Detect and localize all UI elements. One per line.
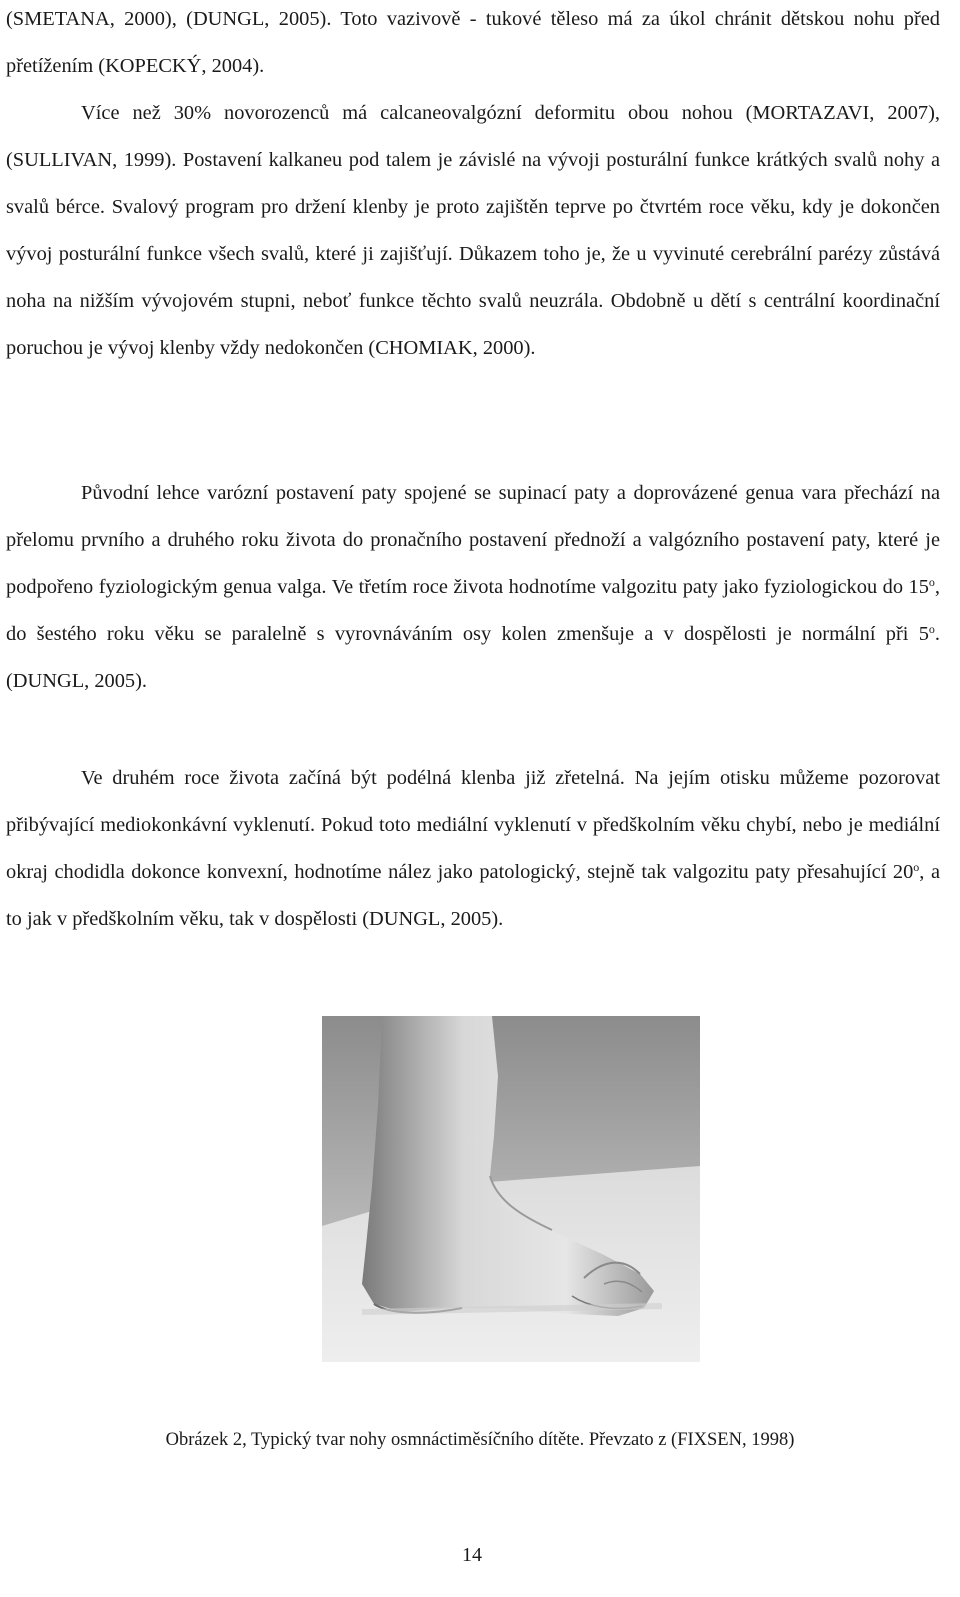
paragraph-text: . (DUNGL, 2005). — [6, 623, 940, 692]
paragraph-heel-position — [6, 470, 940, 705]
paragraph-text: Ve druhém roce života začíná být podélná klenba již zřetelná. Na jejím otisku můžeme pozorovat přibývající mediokonkávní vyklenutí. Pokud toto mediální vyklenutí v předškolním věku chybí, nebo je mediální okraj chodidla dokonce konvexní, hodnotíme nález jako patologický, stejně tak valgozitu paty přesahující 20 — [6, 767, 940, 883]
figure-caption: Obrázek 2, Typický tvar nohy osmnáctiměsíčního dítěte. Převzato z (FIXSEN, 1998) — [165, 1430, 795, 1450]
paragraph-text: , a to jak v předškolním věku, tak v dospělosti (DUNGL, 2005). — [6, 861, 940, 930]
paragraph-continued: (SMETANA, 2000), (DUNGL, 2005). Toto vazivově - tukové těleso má za úkol chránit dětskou nohu před přetížením (KOPECKÝ, 2004). — [6, 8, 940, 77]
degree-superscript: o — [928, 622, 935, 636]
degree-superscript: o — [913, 860, 920, 874]
paragraph-longitudinal-arch — [6, 755, 940, 943]
page-number: 14 — [462, 1544, 482, 1566]
degree-superscript: o — [928, 575, 935, 589]
paragraph-calcaneovalgus: Více než 30% novorozenců má calcaneovalgózní deformitu obou nohou (MORTAZAVI, 2007), (SULLIVAN, 1999). Postavení kalkaneu pod talem je závislé na vývoji posturální funkce krátkých svalů nohy a svalů bérce. Svalový program pro držení klenby je proto zajištěn teprve po čtvrtém roce věku, kdy je dokončen vývoj posturální funkce všech svalů, které ji zajišťují. Důkazem toho je, že u vyvinuté cerebrální parézy zůstává noha na nižším vývojovém stupni, neboť funkce těchto svalů neuzrála. Obdobně u dětí s centrální koordinační poruchou je vývoj klenby vždy nedokončen (CHOMIAK, 2000). — [6, 102, 940, 359]
foot-photo — [322, 1016, 700, 1362]
paragraph-text: , do šestého roku věku se paralelně s vyrovnáváním osy kolen zmenšuje a v dospělosti je normální při 5 — [6, 576, 940, 645]
paragraph-text: Původní lehce varózní postavení paty spojené se supinací paty a doprovázené genua vara přechází na přelomu prvního a druhého roku života do pronačního postavení přednoží a valgózního postavení paty, které je podpořeno fyziologickým genua valga. Ve třetím roce života hodnotíme valgozitu paty jako fyziologickou do 15 — [6, 482, 940, 598]
